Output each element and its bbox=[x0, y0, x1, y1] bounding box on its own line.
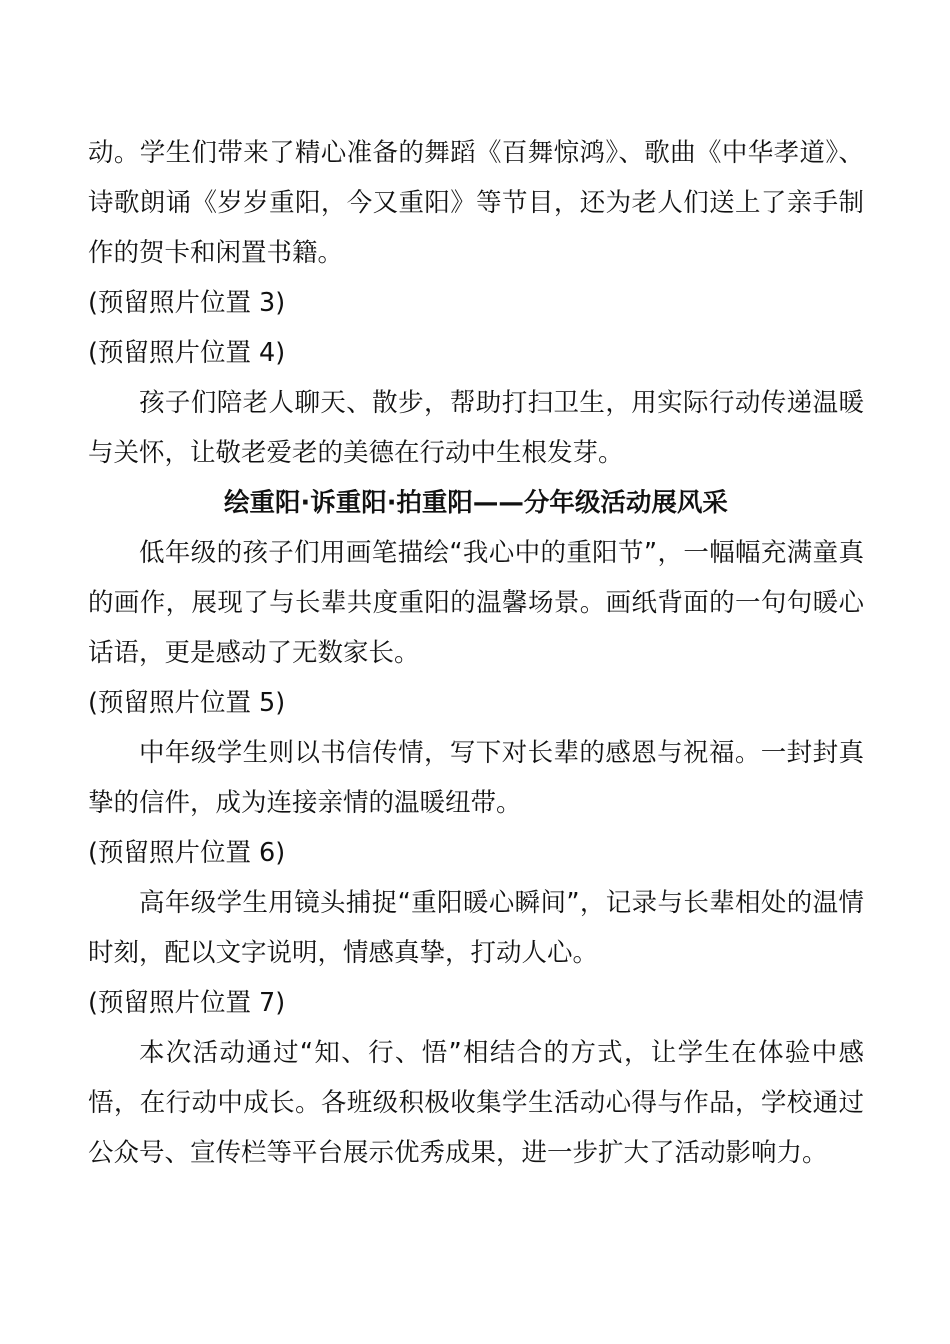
paragraph-summary: 本次活动通过“知、行、悟”相结合的方式，让学生在体验中感悟，在行动中成长。各班级积极收集学生活动心得与作品，学校通过公众号、宣传栏等平台展示优秀成果，进一步扩大了活动影响力。 bbox=[88, 1038, 864, 1168]
paragraph-performances: 动。学生们带来了精心准备的舞蹈《百舞惊鸿》、歌曲《中华孝道》、诗歌朗诵《岁岁重阳，今又重阳》等节目，还为老人们送上了亲手制作的贺卡和闲置书籍。 bbox=[88, 138, 864, 268]
section-heading: 绘重阳·诉重阳·拍重阳——分年级活动展风采 bbox=[224, 488, 728, 518]
paragraph-upper-grades: 高年级学生用镜头捕捉“重阳暖心瞬间”，记录与长辈相处的温情时刻，配以文字说明，情感真挚，打动人心。 bbox=[88, 888, 864, 968]
photo-placeholder-6: (预留照片位置 6) bbox=[88, 838, 286, 868]
paragraph-companionship: 孩子们陪老人聊天、散步，帮助打扫卫生，用实际行动传递温暖与关怀，让敬老爱老的美德在行动中生根发芽。 bbox=[88, 388, 864, 468]
paragraph-middle-grades: 中年级学生则以书信传情，写下对长辈的感恩与祝福。一封封真挚的信件，成为连接亲情的温暖纽带。 bbox=[88, 738, 864, 818]
document-body bbox=[88, 128, 864, 1178]
paragraph-lower-grades: 低年级的孩子们用画笔描绘“我心中的重阳节”，一幅幅充满童真的画作，展现了与长辈共度重阳的温馨场景。画纸背面的一句句暖心话语，更是感动了无数家长。 bbox=[88, 538, 864, 668]
photo-placeholder-4: (预留照片位置 4) bbox=[88, 338, 286, 368]
photo-placeholder-3: (预留照片位置 3) bbox=[88, 288, 286, 318]
photo-placeholder-7: (预留照片位置 7) bbox=[88, 988, 286, 1018]
photo-placeholder-5: (预留照片位置 5) bbox=[88, 688, 286, 718]
